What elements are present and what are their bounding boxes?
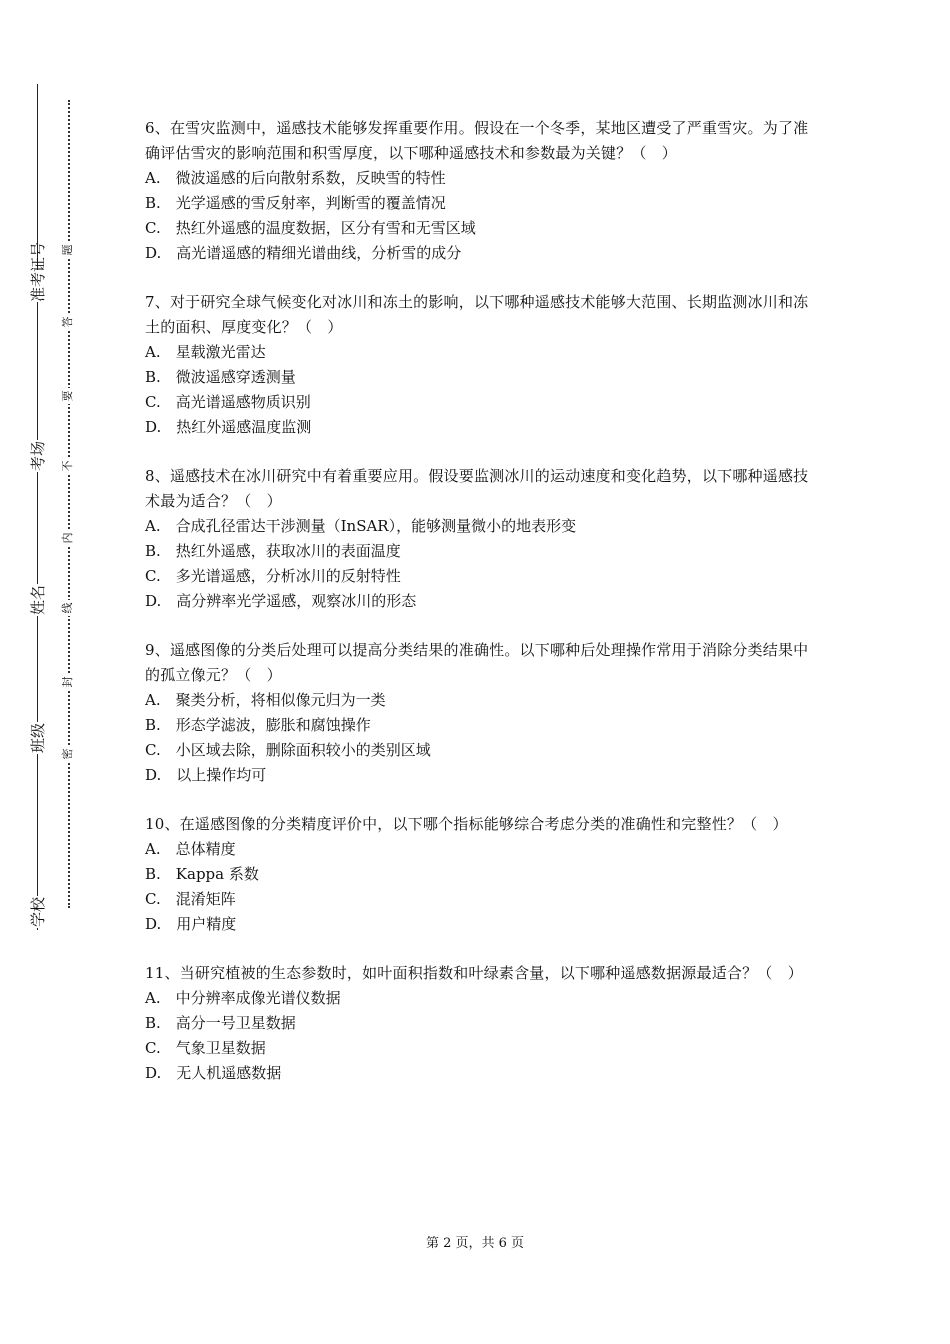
option-b: B. 光学遥感的雪反射率，判断雪的覆盖情况 — [145, 194, 446, 212]
binding-solid-line — [37, 84, 38, 930]
option-a: A. 微波遥感的后向散射系数，反映雪的特性 — [145, 169, 446, 187]
question-stem: 10、在遥感图像的分类精度评价中，以下哪个指标能够综合考虑分类的准确性和完整性？（ ） — [145, 815, 788, 833]
option-c: C. 热红外遥感的温度数据，区分有雪和无雪区域 — [145, 219, 476, 237]
field-label-exam-id: 准考证号 — [22, 270, 54, 302]
option-a: A. 中分辨率成像光谱仪数据 — [145, 989, 341, 1007]
seal-char: 要 — [60, 388, 76, 404]
question-8 — [145, 464, 815, 614]
seal-char: 内 — [60, 530, 76, 546]
field-label-class: 班级 — [22, 722, 54, 754]
seal-char: 密 — [60, 746, 76, 762]
seal-char: 线 — [60, 600, 76, 616]
option-b: B. 微波遥感穿透测量 — [145, 368, 296, 386]
seal-char: 封 — [60, 674, 76, 690]
option-c: C. 高光谱遥感物质识别 — [145, 393, 311, 411]
option-a: A. 星载激光雷达 — [145, 343, 266, 361]
option-a: A. 总体精度 — [145, 840, 236, 858]
question-stem: 11、当研究植被的生态参数时，如叶面积指数和叶绿素含量，以下哪种遥感数据源最适合？（ ） — [145, 964, 803, 982]
seal-char: 不 — [60, 458, 76, 474]
question-stem: 6、在雪灾监测中，遥感技术能够发挥重要作用。假设在一个冬季，某地区遭受了严重雪灾。为了准确评估雪灾的影响范围和积雪厚度，以下哪种遥感技术和参数最为关键？（ ） — [145, 119, 809, 162]
question-stem: 8、遥感技术在冰川研究中有着重要应用。假设要监测冰川的运动速度和变化趋势，以下哪种遥感技术最为适合？（ ） — [145, 467, 809, 510]
question-stem: 7、对于研究全球气候变化对冰川和冻土的影响，以下哪种遥感技术能够大范围、长期监测冰川和冻土的面积、厚度变化？（ ） — [145, 293, 809, 336]
option-b: B. 高分一号卫星数据 — [145, 1014, 296, 1032]
option-c: C. 多光谱遥感，分析冰川的反射特性 — [145, 567, 401, 585]
option-c: C. 混淆矩阵 — [145, 890, 236, 908]
question-stem: 9、遥感图像的分类后处理可以提高分类结果的准确性。以下哪种后处理操作常用于消除分类结果中的孤立像元？（ ） — [145, 641, 809, 684]
field-label-name: 姓名 — [22, 584, 54, 616]
field-label-exam-room: 考场 — [22, 440, 54, 472]
question-11 — [145, 961, 815, 1086]
question-9 — [145, 638, 815, 788]
option-d: D. 高分辨率光学遥感，观察冰川的形态 — [145, 592, 417, 610]
option-a: A. 聚类分析，将相似像元归为一类 — [145, 691, 386, 709]
option-b: B. 形态学滤波，膨胀和腐蚀操作 — [145, 716, 371, 734]
option-d: D. 用户精度 — [145, 915, 237, 933]
seal-char: 答 — [60, 314, 76, 330]
page-footer: 第 2 页，共 6 页 — [425, 1236, 525, 1251]
field-label-school: 学校 — [22, 896, 54, 928]
question-list — [145, 116, 815, 1110]
question-10 — [145, 812, 815, 937]
question-6 — [145, 116, 815, 266]
option-b: B. 热红外遥感，获取冰川的表面温度 — [145, 542, 401, 560]
option-d: D. 以上操作均可 — [145, 766, 267, 784]
option-a: A. 合成孔径雷达干涉测量（InSAR），能够测量微小的地表形变 — [145, 517, 577, 535]
seal-char: 题 — [60, 242, 76, 258]
option-d: D. 高光谱遥感的精细光谱曲线，分析雪的成分 — [145, 244, 462, 262]
binding-margin — [0, 0, 100, 1344]
option-c: C. 气象卫星数据 — [145, 1039, 266, 1057]
option-b: B. Kappa 系数 — [145, 865, 259, 883]
option-c: C. 小区域去除，删除面积较小的类别区域 — [145, 741, 431, 759]
seal-dotted-line — [68, 100, 70, 908]
option-d: D. 无人机遥感数据 — [145, 1064, 282, 1082]
question-7 — [145, 290, 815, 440]
option-d: D. 热红外遥感温度监测 — [145, 418, 312, 436]
